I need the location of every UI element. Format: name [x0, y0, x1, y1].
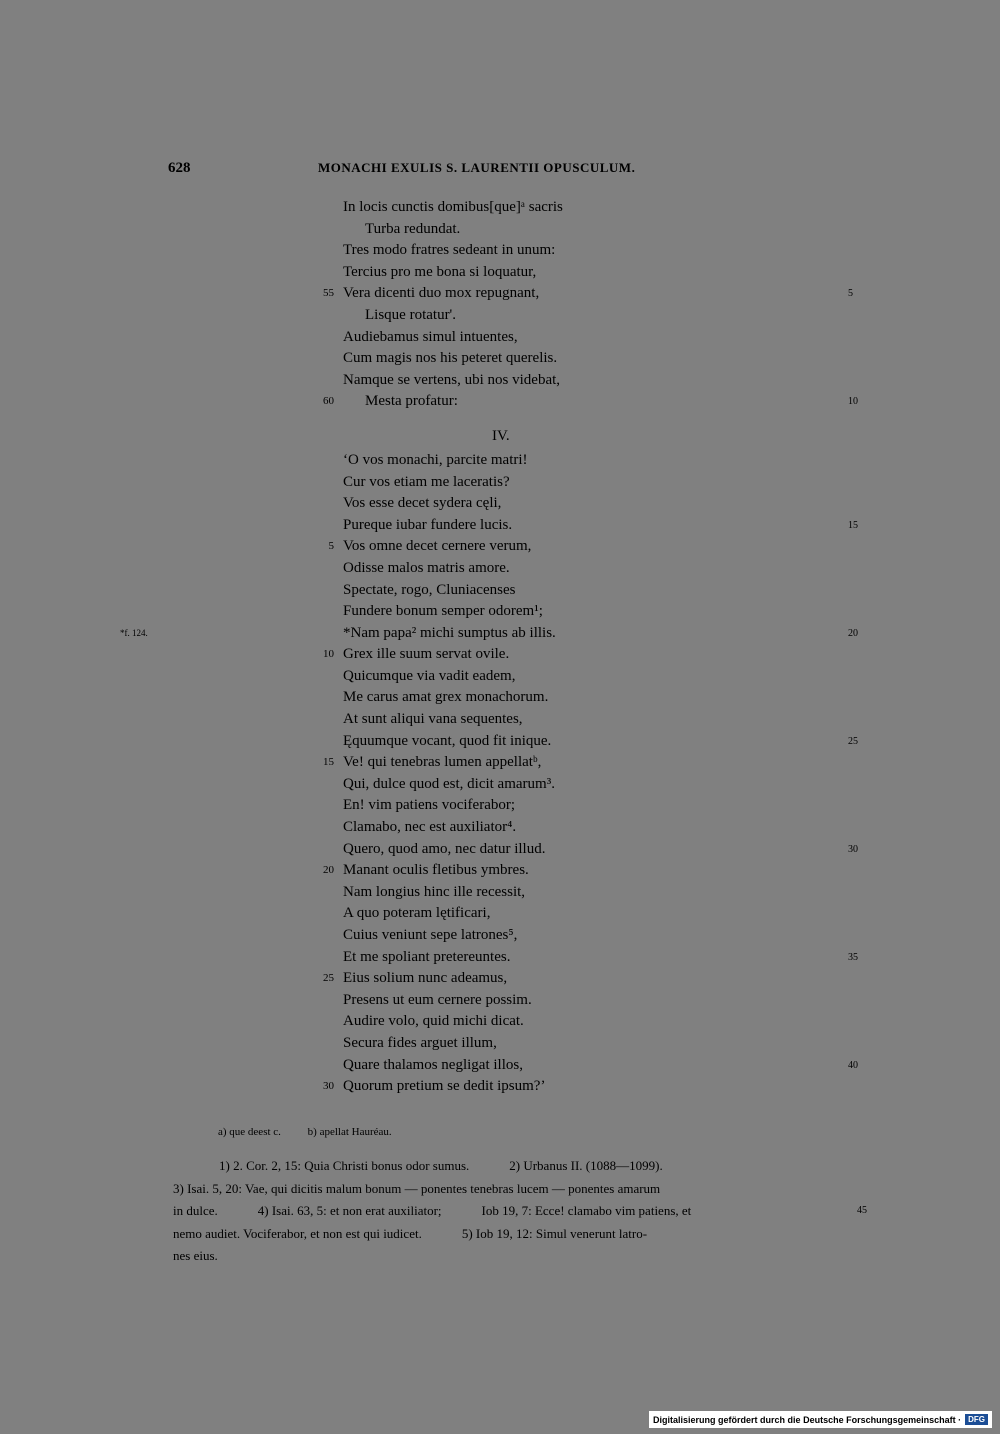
verse-number: 25 [323, 972, 334, 985]
verse-line [0, 370, 1000, 392]
verse-text: Audire volo, quid michi dicat. [343, 1013, 524, 1030]
verse-text: A quo poteram lętificari, [343, 905, 491, 922]
footnote-text: nemo audiet. Vociferabor, et non est qui iudicet. [173, 1225, 422, 1241]
verse-text: Spectate, rogo, Cluniacenses [343, 581, 516, 598]
poem-text [0, 197, 1000, 1098]
critical-apparatus [218, 1126, 416, 1138]
margin-line-number: 5 [848, 288, 853, 300]
footnote-text: 5) Iob 19, 12: Simul venerunt latro- [461, 1225, 648, 1241]
verse-line [0, 644, 1000, 666]
footnote-text: 3) Isai. 5, 20: Vae, qui dicitis malum bonum — ponentes tenebras lucem — ponentes amarum [173, 1180, 661, 1196]
footnotes [173, 1155, 867, 1268]
critical-note-a: a) que deest c. [218, 1126, 281, 1138]
verse-text: En! vim patiens vociferabor; [343, 797, 516, 814]
verse-text: Presens ut eum cernere possim. [343, 991, 532, 1008]
footnote-text: nes eius. [173, 1248, 218, 1263]
critical-note-b: b) apellat Hauréau. [307, 1126, 392, 1138]
verse-text: Secura fides arguet illum, [343, 1034, 497, 1051]
verse-text: Eius solium nunc adeamus, [343, 970, 508, 987]
verse-line [0, 666, 1000, 688]
verse-line [0, 709, 1000, 731]
verse-text: Qui, dulce quod est, dicit amarum³. [343, 775, 555, 792]
verse-text: Vos omne decet cernere verum, [343, 538, 532, 555]
verse-text: Ęquumque vocant, quod fit inique. [343, 732, 552, 749]
verse-line [0, 1076, 1000, 1098]
verse-number: 20 [323, 864, 334, 877]
verse-line [0, 903, 1000, 925]
verse-line [0, 752, 1000, 774]
margin-line-number: 25 [848, 735, 858, 747]
verse-number: 15 [323, 756, 334, 769]
section-heading [0, 413, 1000, 450]
verse-line [0, 240, 1000, 262]
verse-number: 60 [323, 395, 334, 408]
verse-text: Me carus amat grex monachorum. [343, 689, 549, 706]
verse-line [0, 472, 1000, 494]
verse-line [0, 860, 1000, 882]
verse-line [0, 450, 1000, 472]
margin-line-number: 45 [857, 1205, 867, 1216]
verse-text: Quare thalamos negligat illos, [343, 1056, 523, 1073]
margin-line-number: 20 [848, 627, 858, 639]
verse-line [0, 283, 1000, 305]
verse-number: 30 [323, 1080, 334, 1093]
verse-line [0, 601, 1000, 623]
verse-line [0, 493, 1000, 515]
verse-text: Grex ille suum servat ovile. [343, 646, 510, 663]
footnote-line [173, 1245, 848, 1268]
verse-line [0, 580, 1000, 602]
verse-text: Vos esse decet sydera cęli, [343, 495, 502, 512]
verse-text: Lisque rotatur'. [365, 306, 457, 323]
verse-text: Tercius pro me bona si loquatur, [343, 263, 537, 280]
verse-text: Tres modo fratres sedeant in unum: [343, 242, 556, 259]
footnote-line [173, 1178, 848, 1201]
verse-line [0, 817, 1000, 839]
section-heading-label: IV. [492, 427, 510, 444]
verse-text: Cur vos etiam me laceratis? [343, 473, 510, 490]
verse-line [0, 305, 1000, 327]
verse-line [0, 947, 1000, 969]
verse-text: Clamabo, nec est auxiliator⁴. [343, 819, 517, 836]
verse-text: Vera dicenti duo mox repugnant, [343, 285, 540, 302]
verse-line [0, 348, 1000, 370]
margin-line-number: 30 [848, 843, 858, 855]
footnote-text: 1) 2. Cor. 2, 15: Quia Christi bonus odor sumus. [219, 1158, 470, 1173]
folio-marker: *f. 124. [120, 627, 148, 638]
verse-number: 55 [323, 287, 334, 300]
page-number: 628 [168, 160, 191, 176]
verse-text: In locis cunctis domibus[que]ᵃ sacris [343, 199, 563, 215]
verse-line [0, 623, 1000, 645]
verse-text: Quorum pretium se dedit ipsum?’ [343, 1078, 546, 1095]
verse-line [0, 839, 1000, 861]
verse-line [0, 219, 1000, 241]
verse-text: Manant oculis fletibus ymbres. [343, 862, 529, 879]
verse-number: 10 [323, 648, 334, 661]
margin-line-number: 40 [848, 1059, 858, 1071]
verse-line [0, 1033, 1000, 1055]
running-title: MONACHI EXULIS S. LAURENTII OPUSCULUM. [318, 160, 636, 175]
footnote-text: 4) Isai. 63, 5: et non erat auxiliator; [257, 1203, 442, 1218]
verse-text: Audiebamus simul intuentes, [343, 328, 518, 345]
footnote-text: 2) Urbanus II. (1088—1099). [509, 1158, 663, 1173]
verse-line [0, 197, 1000, 219]
verse-text: Fundere bonum semper odorem¹; [343, 603, 543, 620]
verse-text: Turba redundat. [365, 220, 461, 237]
margin-line-number: 15 [848, 519, 858, 531]
dfg-logo-icon: DFG [965, 1414, 988, 1425]
verse-line [0, 558, 1000, 580]
verse-text: ‘O vos monachi, parcite matri! [343, 451, 528, 468]
verse-line [0, 536, 1000, 558]
digitization-banner[interactable] [649, 1411, 992, 1428]
verse-line [0, 731, 1000, 753]
verse-number: 5 [328, 540, 334, 553]
verse-line [0, 515, 1000, 537]
verse-line [0, 391, 1000, 413]
verse-line [0, 262, 1000, 284]
verse-text: Mesta profatur: [365, 393, 458, 410]
verse-line [0, 327, 1000, 349]
verse-text: Quicumque via vadit eadem, [343, 667, 516, 684]
verse-text: Quero, quod amo, nec datur illud. [343, 840, 546, 857]
verse-text: Cum magis nos his peteret querelis. [343, 350, 558, 367]
verse-line [0, 925, 1000, 947]
verse-text: Cuius veniunt sepe latrones⁵, [343, 927, 518, 943]
digitization-notice: Digitalisierung gefördert durch die Deutsche Forschungsgemeinschaft · [653, 1414, 962, 1425]
verse-line [0, 1055, 1000, 1077]
poem-section-iv [0, 450, 1000, 1098]
poem-intro [0, 197, 1000, 413]
footnote-line [173, 1155, 848, 1178]
verse-text: Namque se vertens, ubi nos videbat, [343, 371, 561, 388]
footnote-line [173, 1223, 848, 1246]
verse-line [0, 990, 1000, 1012]
margin-line-number: 10 [848, 396, 858, 408]
verse-text: Ve! qui tenebras lumen appellatᵇ, [343, 754, 542, 771]
verse-text: Pureque iubar fundere lucis. [343, 516, 513, 533]
footnote-line [173, 1200, 867, 1223]
verse-line [0, 795, 1000, 817]
verse-line [0, 882, 1000, 904]
verse-text: Et me spoliant pretereuntes. [343, 948, 511, 965]
verse-text: Odisse malos matris amore. [343, 559, 510, 576]
verse-text: At sunt aliqui vana sequentes, [343, 711, 523, 728]
verse-text: Nam longius hinc ille recessit, [343, 883, 526, 900]
verse-line [0, 687, 1000, 709]
footnote-text: Iob 19, 7: Ecce! clamabo vim patiens, et [481, 1203, 692, 1218]
verse-line [0, 968, 1000, 990]
verse-text: *Nam papa² michi sumptus ab illis. [343, 624, 556, 641]
verse-line [0, 774, 1000, 796]
verse-line [0, 1011, 1000, 1033]
footnote-text: in dulce. [173, 1203, 218, 1218]
margin-line-number: 35 [848, 951, 858, 963]
